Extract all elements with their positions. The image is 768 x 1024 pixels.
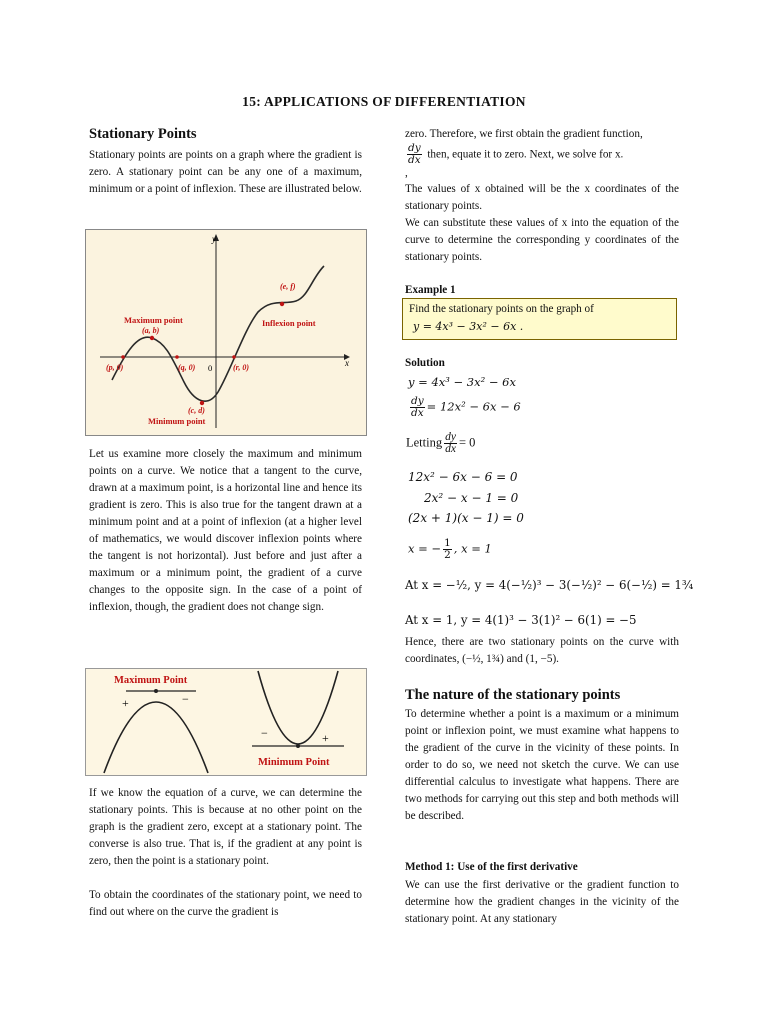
inflexion-point-label: Inflexion point — [262, 318, 316, 328]
minimum-point-title: Minimum Point — [258, 757, 330, 768]
y-axis-label: y — [212, 234, 216, 244]
solution-line-2: $\frac{dy}{dx}$ = 12x² − 6x − 6 — [411, 395, 521, 419]
max-min-figure — [85, 668, 367, 776]
max-min-diagram — [86, 669, 366, 775]
maximum-parabola — [104, 702, 208, 773]
stationary-points-heading: Stationary Points — [89, 126, 197, 142]
solution-heading: Solution — [405, 357, 445, 369]
minimum-point-label: Minimum point — [148, 416, 206, 426]
minimum-coord-label: (c, d) — [188, 406, 205, 415]
comma: , — [405, 167, 408, 179]
maximum-minus-sign: − — [182, 692, 189, 706]
inflexion-point-marker — [280, 302, 284, 306]
solution-line-5: (2x + 1)(x − 1) = 0 — [408, 511, 524, 525]
stationary-points-figure — [85, 229, 367, 436]
maximum-point-label: Maximum point — [124, 315, 183, 325]
root-r-marker — [232, 355, 236, 359]
minimum-minus-sign: − — [261, 726, 268, 740]
minimum-plus-sign: + — [322, 731, 329, 745]
example-equation: y = 4x³ − 3x² − 6x . — [413, 320, 524, 333]
solution-at-x-minus-half: At x = −½, y = 4(−½)³ − 3(−½)² − 6(−½) = 1¾ — [405, 578, 694, 592]
equate-text: then, equate it to zero. Next, we solve for x. — [427, 148, 624, 161]
root-p-label: (p, 0) — [106, 363, 124, 372]
solution-at-x-one: At x = 1, y = 4(1)³ − 3(1)² − 6(1) = −5 — [405, 613, 637, 627]
stationary-points-graph — [86, 230, 366, 435]
inflexion-coord-label: (e, f) — [280, 282, 296, 291]
root-q-label: (q, 0) — [178, 363, 196, 372]
values-paragraph: The values of x obtained will be the x coordinates of the stationary points. — [405, 183, 679, 212]
tangent-paragraph: Let us examine more closely the maximum and minimum points on a curve. We notice that a tangent to the curve, drawn at a maximum point, is a horizontal line and hence its gradient is zero. This is also true for the tangent drawn at a minimum point and at a point of inflexion (at a higher level of mathematics, we would discover inflexion points where the tangent is not horizontal). Just before and just after a maximum or a minimum point, the gradient of a curve changes to the opposite sign. In the case of a point of inflexion, though, the gradient does not change sign. — [89, 448, 362, 613]
method1-heading: Method 1: Use of the first derivative — [405, 861, 578, 873]
example-box — [402, 298, 677, 340]
hence-paragraph: Hence, there are two stationary points on the curve with coordinates, (−½, 1¾) and (1, −5). — [405, 636, 679, 665]
minimum-point-marker — [200, 401, 204, 405]
maximum-plus-sign: + — [122, 696, 129, 710]
page-title: 15: APPLICATIONS OF DIFFERENTIATION — [242, 94, 526, 109]
substitute-paragraph: We can substitute these values of x into the equation of the curve to determine the corresponding y coordinates of the stationary points. — [405, 217, 679, 263]
example-statement: Find the stationary points on the graph of — [409, 303, 594, 315]
maximum-point-title: Maximum Point — [114, 675, 188, 686]
method1-paragraph: We can use the first derivative or the gradient function to determine how the gradient changes in the vicinity of the stationary point. At any stationary — [405, 879, 679, 925]
nature-heading: The nature of the stationary points — [405, 687, 621, 703]
letting-line: Letting $\frac{dy}{dx}$ = 0 — [406, 431, 476, 455]
root-q-marker — [175, 355, 179, 359]
maximum-coord-label: (a, b) — [142, 326, 160, 335]
x-axis-label: x — [345, 358, 349, 368]
solution-line-3: 12x² − 6x − 6 = 0 — [408, 470, 518, 484]
solution-line-1: y = 4x³ − 3x² − 6x — [408, 375, 516, 389]
maximum-point-marker — [150, 336, 154, 340]
solution-line-6: x = − $\frac{1}{2}$ , x = 1 — [408, 537, 492, 561]
dydx-fraction: $\frac{dy}{dx}$ — [408, 142, 421, 166]
example-heading: Example 1 — [405, 284, 456, 296]
solution-line-4: 2x² − x − 1 = 0 — [424, 491, 519, 505]
root-r-label: (r, 0) — [233, 363, 249, 372]
equation-paragraph: If we know the equation of a curve, we can determine the stationary points. This is because at no other point on the graph is the gradient zero, except at a stationary point. The converse is also true. That is, if the gradient at any point is zero, then the point is a stationary point. — [89, 787, 362, 867]
nature-paragraph: To determine whether a point is a maximum or a minimum point or inflexion point, we must examine what happens to the gradient of the curve in the vicinity of these points. In order to do so, we need not sketch the curve. We can use differential calculus to investigate what happens. There are two methods for carrying out this step and both methods will be described. — [405, 708, 679, 822]
intro-paragraph: Stationary points are points on a graph where the gradient is zero. A stationary point can be any one of a maximum, minimum or a point of inflexion. These are illustrated below. — [89, 149, 362, 195]
coordinates-paragraph: To obtain the coordinates of the stationary point, we need to find out where on the curve the gradient is — [89, 889, 362, 918]
origin-label: 0 — [208, 363, 213, 373]
gradient-continuation: zero. Therefore, we first obtain the gradient function, — [405, 128, 643, 140]
root-p-marker — [121, 355, 125, 359]
gradient-function-line — [405, 143, 623, 166]
